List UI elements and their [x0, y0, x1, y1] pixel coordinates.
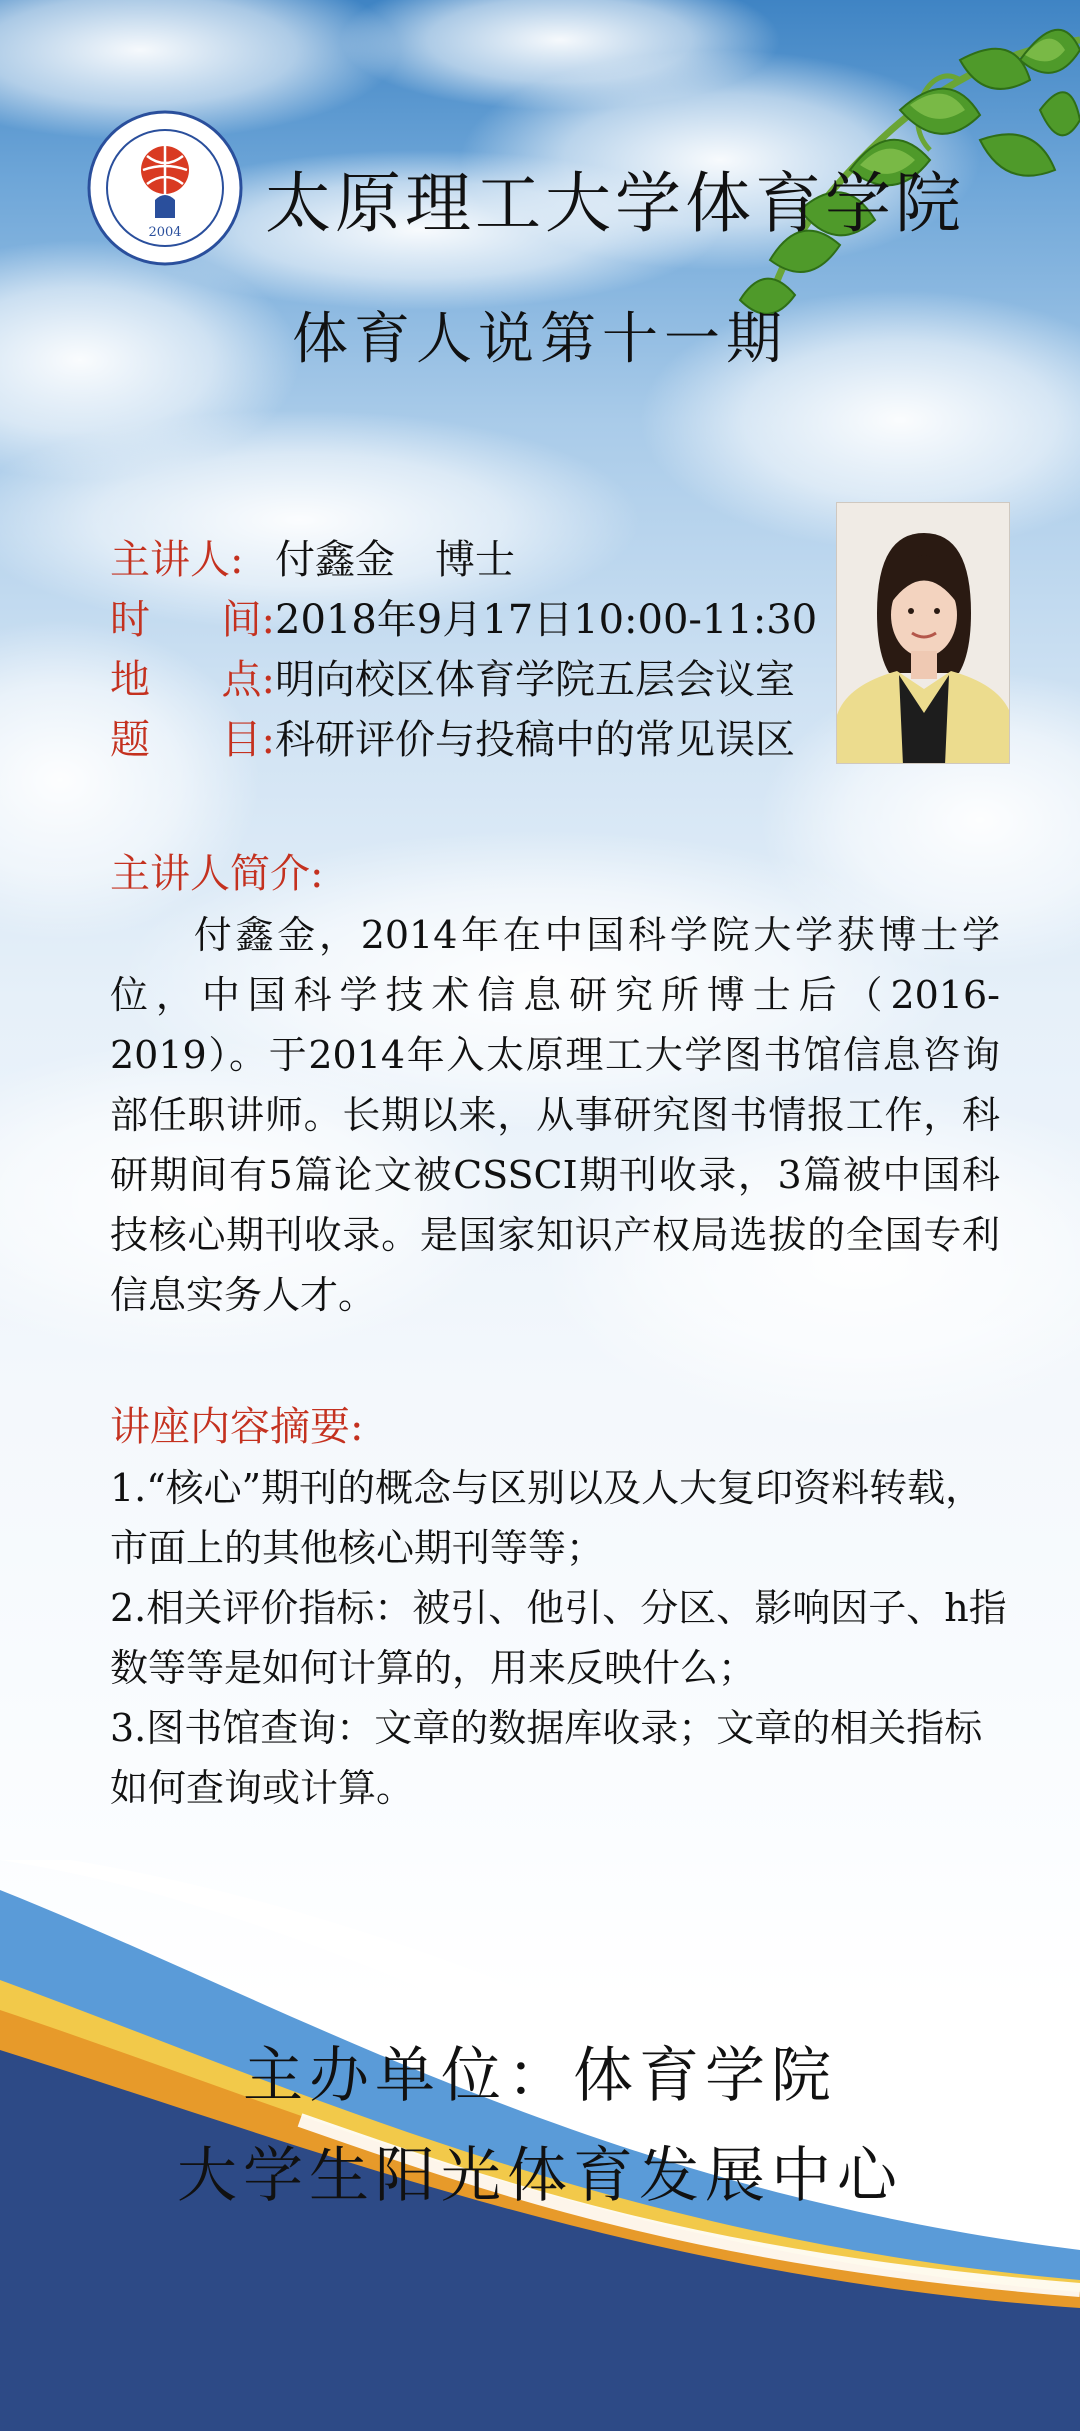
info-label: 时 间:	[110, 597, 275, 643]
speaker-photo	[836, 502, 1010, 764]
bio-heading: 主讲人简介:	[110, 851, 324, 897]
time-value: 2018年9月17日10:00-11:30	[275, 597, 818, 643]
info-row-location	[110, 648, 830, 708]
speaker-value: 付鑫金 博士	[275, 537, 515, 583]
info-label: 主讲人:	[110, 537, 244, 583]
info-label: 题 目:	[110, 717, 275, 763]
info-row-time	[110, 588, 830, 648]
info-label: 地 点:	[110, 657, 275, 703]
bio-text-block	[110, 905, 1000, 1325]
page-title: 太原理工大学体育学院	[265, 165, 965, 242]
abstract-list	[110, 1458, 1010, 1818]
organizer-line: 主办单位：体育学院	[243, 2041, 837, 2111]
location-value: 明向校区体育学院五层会议室	[275, 657, 795, 703]
university-logo	[85, 108, 245, 268]
page-subtitle: 体育人说第十一期	[292, 307, 788, 372]
portrait-image	[837, 503, 1010, 764]
lecture-info	[110, 528, 830, 768]
topic-value: 科研评价与投稿中的常见误区	[275, 717, 795, 763]
info-row-topic	[110, 708, 830, 768]
logo-year: 2004	[148, 225, 182, 240]
co-organizer-line: 大学生阳光体育发展中心	[177, 2141, 903, 2211]
abstract-item: 1.“核心”期刊的概念与区别以及人大复印资料转载，市面上的其他核心期刊等等；	[110, 1466, 984, 1570]
abstract-heading: 讲座内容摘要:	[110, 1404, 364, 1450]
bio-text: 付鑫金，2014年在中国科学院大学获博士学位，中国科学技术信息研究所博士后（2016-2019）。于2014年入太原理工大学图书馆信息咨询部任职讲师。长期以来，从事研究图书情报工作，科研期间有5篇论文被CSSCI期刊收录，3篇被中国科技核心期刊收录。是国家知识产权局选拔的全国专利信息实务人才。	[110, 913, 1000, 1317]
info-row-speaker	[110, 528, 830, 588]
abstract-item: 3.图书馆查询：文章的数据库收录；文章的相关指标如何查询或计算。	[110, 1706, 983, 1810]
abstract-item: 2.相关评价指标：被引、他引、分区、影响因子、h指数等等是如何计算的，用来反映什么；	[110, 1586, 1007, 1690]
